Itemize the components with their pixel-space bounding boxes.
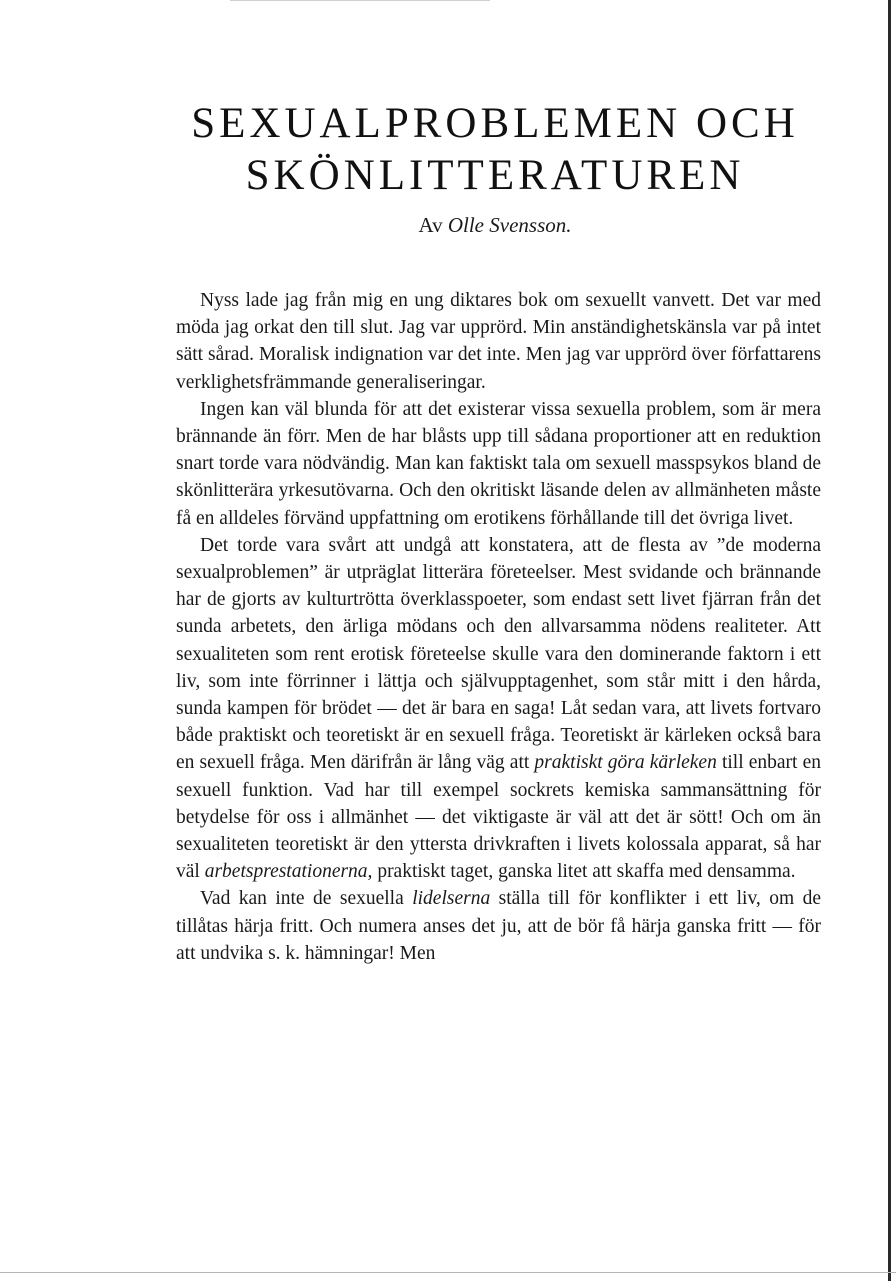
paragraph [176, 532, 821, 886]
article-body [176, 287, 821, 967]
paragraph-text: till enbart en sexuell funktion. Vad har till exempel sockrets kemiska sammansättning för betydelse för oss i allmänhet — det viktigaste är väl att det är sött! Och om än sexualiteten teoretiskt är den yttersta drivkraften i livets kolossala apparat, så har väl [176, 752, 821, 883]
emphasis-text: lidelserna [412, 888, 491, 910]
paragraph [176, 396, 821, 532]
title-line-1: SEXUALPROBLEMEN OCH [191, 100, 799, 147]
scan-right-edge [888, 0, 891, 1281]
emphasis-text: praktiskt göra kärleken [534, 752, 717, 774]
byline-prefix: Av [418, 213, 443, 237]
paragraph-text: Det torde vara svårt att undgå att konstatera, att de flesta av ”de moderna sexualproblemen” är utpräglat litterära företeelser. Mest svidande och brännande har de gjorts av kulturtrötta överklasspoeter, som endast sett livet fjärran från det sunda arbetets, den ärliga mödans och den allvarsamma nödens realiteter. Att sexualiteten som rent erotisk företeelse skulle vara den dominerande faktorn i ett liv, som inte förrinner i lättja och självupptagenhet, som står mitt i den hårda, sunda kampen för brödet — det är bara en saga! Låt sedan vara, att livets fortvaro både praktiskt och teoretiskt är en sexuell fråga. Teoretiskt är kärleken också bara en sexuell fråga. Men därifrån är lång väg att [176, 534, 821, 774]
scan-bottom-edge [0, 1272, 896, 1273]
paragraph [176, 287, 821, 396]
author-name: Olle Svensson. [447, 213, 572, 237]
paragraph-text: praktiskt taget, ganska litet att skaffa med densamma. [372, 861, 796, 883]
paragraph-text: Ingen kan väl blunda för att det existerar vissa sexuella problem, som är mera brännande än förr. Men de har blåsts upp till sådana proportioner att en reduktion snart torde vara nödvändig. Man kan faktiskt tala om sexuell masspsykos bland de skönlitterära yrkesutövarna. Och den okritiskt läsande delen av allmänheten måste få en alldeles förvänd uppfattning om erotikens förhållande till det övriga livet. [176, 398, 821, 529]
paragraph-text: Nyss lade jag från mig en ung diktares bok om sexuellt vanvett. Det var med möda jag orkat den till slut. Jag var upprörd. Min anständighetskänsla var på intet sätt sårad. Moralisk indignation var det inte. Men jag var upprörd över författarens verklighetsfrämmande generaliseringar. [176, 290, 821, 393]
title-line-2: SKÖNLITTERATUREN [245, 152, 745, 199]
paragraph-text: Vad kan inte de sexuella [200, 888, 413, 910]
article-title [150, 98, 840, 202]
paragraph [176, 885, 821, 967]
emphasis-text: arbetsprestationerna, [204, 861, 373, 883]
paragraph-text: ställa till för konflikter i ett liv, om de tillåtas härja fritt. Och numera anses det ju, att de bör få härja ganska fritt — för att undvika s. k. hämningar! Men [176, 888, 822, 964]
byline [150, 212, 840, 238]
scan-top-edge [230, 0, 490, 1]
